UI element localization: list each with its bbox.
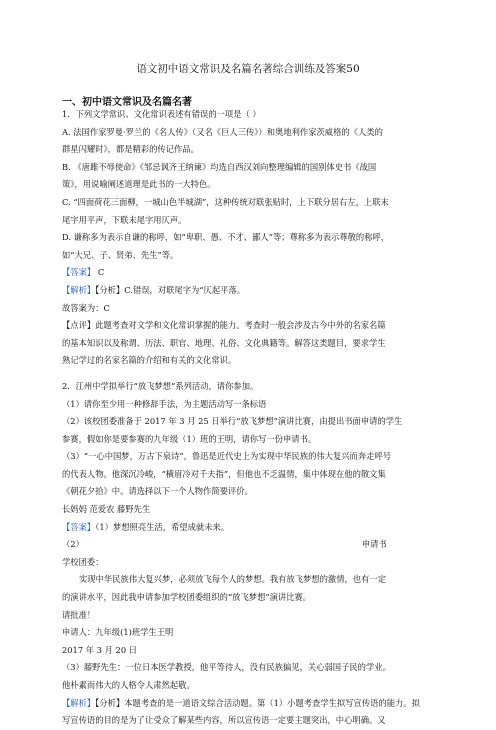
answer-tag: 【答案】 bbox=[62, 267, 96, 278]
answer-1: （1）梦想照亮生活，希望成就未来。 bbox=[95, 521, 230, 532]
question-stem: 1．下列文学常识、文化常识表述有错误的一项是（ ） bbox=[62, 109, 261, 119]
answer-2-header bbox=[62, 536, 450, 554]
answer-3-cont: 他朴素而伟大的人格令人肃然起敬。 bbox=[62, 680, 195, 690]
analysis-subtag: 【分析】 bbox=[95, 284, 125, 295]
analysis-tag: 【解析】 bbox=[62, 284, 96, 295]
answer-2-label: （2） bbox=[62, 539, 84, 550]
conclusion-line: 故答案为：C bbox=[62, 302, 110, 313]
letter-salutation: 学校团委： bbox=[62, 556, 104, 567]
document-title: 语文初中语文常识及名篇名著综合训练及答案50 bbox=[136, 63, 360, 75]
option-d: D. 谦称多为表示自谦的称呼，如“卑职、愚、不才、鄙人”等；尊称多为表示尊敬的称呼， bbox=[62, 232, 390, 243]
letter-body: 实现中华民族伟大复兴梦，必须放飞每个人的梦想。我有放飞梦想的激情，也有一定 bbox=[79, 574, 386, 585]
letter-title: 申请书 bbox=[361, 539, 387, 550]
analysis-line bbox=[62, 282, 450, 300]
letter-body-cont: 的演讲水平，因此我申请参加学校团委组织的“放飞梦想”演讲比赛。 bbox=[62, 592, 312, 603]
option-b-cont: 策》，用说喻阐述道理是此书的一大特色。 bbox=[62, 179, 216, 190]
option-a-cont: 群星闪耀时》，都是精彩的传记作品。 bbox=[62, 144, 199, 155]
option-a: A. 法国作家罗曼·罗兰的《名人传》（又名《巨人三传》）和奥地利作家茨威格的《人类的 bbox=[62, 126, 383, 137]
analysis-text: 本题考查的是一道语文综合活动题。第（1）小题考查学生拟写宣传语的能力。拟 bbox=[124, 697, 420, 708]
section-heading: 一、初中语文常识及名篇名著 bbox=[62, 97, 192, 108]
sub-question-3-cont: 的代表人物。他深沉冷峻，“横眉冷对千夫指”，但他也不乏温情，集中体现在他的散文集 bbox=[62, 468, 386, 479]
sub-question-3: （3）“一心中国梦，万古下泉诗”，鲁迅是近代史上为实现中华民族的伟大复兴而奔走呼号 bbox=[62, 451, 392, 462]
option-c: C. “四面荷花三面柳，一城山色半城湖”，这种传统对联张贴时，上下联分居右左，上联末 bbox=[62, 196, 389, 207]
question-1 bbox=[62, 106, 450, 370]
answer-3: （3）藤野先生：一位日本医学教授，他平等待人，没有民族偏见，关心弱国子民的学业。 bbox=[62, 662, 391, 673]
option-d-cont: 如“大兄、子、贤弟、先生”等。 bbox=[62, 249, 179, 260]
sub-question-1: （1）请你至少用一种修辞手法，为主题活动写一条标语 bbox=[62, 398, 267, 409]
character-list: 长妈妈 范爱农 藤野先生 bbox=[62, 504, 151, 515]
comment-tag: 【点评】 bbox=[62, 320, 96, 331]
answer-tag: 【答案】 bbox=[62, 521, 96, 532]
sub-question-2-cont: 参赛，假如你是要参赛的九年级（1）班的王明，请你写一份申请书。 bbox=[62, 433, 317, 444]
option-b: B. 《唐雎不辱使命》《邹忌讽齐王纳谏》均选自西汉刘向整理编辑的国别体史书《战国 bbox=[62, 161, 377, 172]
analysis-tag: 【解析】 bbox=[62, 697, 96, 708]
document-body bbox=[62, 106, 450, 730]
answer-line bbox=[62, 264, 450, 282]
answer-value: C bbox=[97, 267, 105, 278]
analysis-line bbox=[62, 695, 450, 713]
comment-line bbox=[62, 317, 450, 335]
analysis-text: C.错误，对联尾字为“仄起平落。 bbox=[124, 284, 246, 295]
letter-date: 2017 年 3 月 20 日 bbox=[62, 644, 138, 655]
option-c-cont: 尾字用平声，下联末尾字用仄声。 bbox=[62, 214, 187, 225]
comment-line: 熟记学过的名家名篇的介绍和有关的文化常识。 bbox=[62, 355, 237, 366]
comment-line: 的基本知识以及称谓、历法、职官、地理、礼俗、文化典籍等。解答这类题目，要求学生 bbox=[62, 337, 386, 348]
question-2 bbox=[62, 378, 450, 730]
answer-line bbox=[62, 519, 450, 537]
analysis-line-cont: 写宣传语的目的是为了让受众了解某些内容，所以宣传语一定要主题突出，中心明确。又 bbox=[62, 715, 386, 726]
sub-question-3-cont: 《朝花夕拾》中。请选择以下一个人物作简要评价。 bbox=[62, 486, 253, 497]
comment-text: 此题考查对文学和文化常识掌握的能力。考查时一般会涉及古今中外的名家名篇 bbox=[95, 320, 386, 331]
spacer bbox=[62, 370, 450, 378]
question-stem: 2．江州中学拟举行“放飞梦想”系列活动，请你参加。 bbox=[62, 380, 259, 391]
letter-closing: 请批准！ bbox=[62, 609, 96, 620]
analysis-subtag: 【分析】 bbox=[95, 697, 125, 708]
letter-applicant: 申请人：九年级(1)班学生王明 bbox=[62, 627, 174, 638]
sub-question-2: （2）该校团委准备于 2017 年 3 月 25 日举行“放飞梦想”演讲比赛，由提出书面申请的学生 bbox=[62, 416, 403, 427]
